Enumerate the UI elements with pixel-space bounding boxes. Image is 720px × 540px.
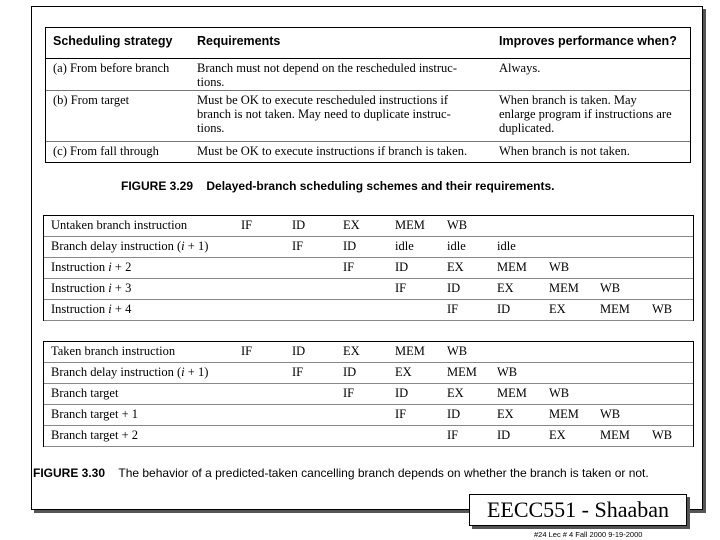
- stage-cell: ID: [497, 302, 511, 316]
- table-row: [46, 59, 690, 91]
- header-requirements: Requirements: [197, 34, 281, 48]
- stage-cell: idle: [497, 239, 516, 253]
- stage-cell: EX: [447, 260, 464, 274]
- stage-cell: WB: [600, 281, 621, 295]
- figure-3-30-caption: [33, 466, 649, 480]
- table-row: [44, 425, 693, 447]
- table-row: [44, 299, 693, 321]
- stage-cell: ID: [292, 218, 306, 232]
- instruction-name: Instruction i + 3: [51, 281, 132, 295]
- improves-line: Always.: [499, 61, 541, 75]
- stage-cell: IF: [343, 386, 355, 400]
- stage-cell: EX: [497, 281, 514, 295]
- requirements-line: Branch must not depend on the rescheduled instruc-: [197, 61, 457, 75]
- header-strategy: Scheduling strategy: [53, 34, 173, 48]
- course-label: EECC551 - Shaaban: [469, 494, 687, 526]
- table-row: [44, 383, 693, 405]
- stage-cell: ID: [447, 281, 461, 295]
- scheduling-strategy-table: [45, 27, 691, 163]
- figure-text: The behavior of a predicted-taken cancelling branch depends on whether the branch is taken or not.: [118, 466, 649, 480]
- instruction-name: Branch target + 2: [51, 428, 138, 442]
- instruction-name: Branch target + 1: [51, 407, 138, 421]
- instruction-name: Instruction i + 2: [51, 260, 132, 274]
- stage-cell: IF: [241, 344, 253, 358]
- instruction-name: Branch target: [51, 386, 119, 400]
- table-row: [46, 142, 690, 161]
- requirements-line: Must be OK to execute instructions if branch is taken.: [197, 144, 468, 158]
- instruction-name: Branch delay instruction (i + 1): [51, 239, 209, 253]
- stage-cell: WB: [549, 260, 570, 274]
- stage-cell: EX: [549, 302, 566, 316]
- stage-cell: ID: [447, 407, 461, 421]
- table-row: [44, 341, 693, 363]
- stage-cell: ID: [395, 386, 409, 400]
- stage-cell: WB: [652, 302, 673, 316]
- stage-cell: EX: [497, 407, 514, 421]
- requirements-line: Must be OK to execute rescheduled instructions if: [197, 93, 448, 107]
- stage-cell: MEM: [497, 386, 527, 400]
- stage-cell: EX: [395, 365, 412, 379]
- stage-cell: WB: [600, 407, 621, 421]
- figure-label: FIGURE 3.30: [33, 466, 106, 480]
- stage-cell: IF: [343, 260, 355, 274]
- table-row: [46, 91, 690, 142]
- untaken-branch-pipeline-table: [43, 215, 694, 321]
- figure-label: FIGURE 3.29: [121, 179, 194, 193]
- stage-cell: EX: [343, 218, 360, 232]
- figure-text: Delayed-branch scheduling schemes and their requirements.: [206, 179, 555, 193]
- stage-cell: ID: [292, 344, 306, 358]
- stage-cell: ID: [343, 365, 357, 379]
- instruction-name: Untaken branch instruction: [51, 218, 188, 232]
- requirements-line: branch is not taken. May need to duplicate instruc-: [197, 107, 451, 121]
- improves-line: When branch is taken. May: [499, 93, 637, 107]
- stage-cell: MEM: [549, 407, 579, 421]
- stage-cell: IF: [241, 218, 253, 232]
- stage-cell: IF: [292, 239, 304, 253]
- stage-cell: MEM: [395, 218, 425, 232]
- instruction-name: Branch delay instruction (i + 1): [51, 365, 209, 379]
- stage-cell: MEM: [447, 365, 477, 379]
- stage-cell: MEM: [549, 281, 579, 295]
- stage-cell: EX: [343, 344, 360, 358]
- taken-branch-pipeline-table: [43, 341, 694, 447]
- stage-cell: IF: [447, 302, 459, 316]
- stage-cell: WB: [652, 428, 673, 442]
- instruction-name: Instruction i + 4: [51, 302, 132, 316]
- stage-cell: IF: [447, 428, 459, 442]
- stage-cell: IF: [395, 281, 407, 295]
- header-improves: Improves performance when?: [499, 34, 677, 48]
- stage-cell: ID: [497, 428, 511, 442]
- strategy-cell: (a) From before branch: [53, 61, 170, 75]
- stage-cell: MEM: [395, 344, 425, 358]
- improves-line: When branch is not taken.: [499, 144, 630, 158]
- table-row: [44, 236, 693, 258]
- table-row: [44, 362, 693, 384]
- stage-cell: idle: [447, 239, 466, 253]
- requirements-line: tions.: [197, 121, 225, 135]
- instruction-name: Taken branch instruction: [51, 344, 176, 358]
- stage-cell: MEM: [497, 260, 527, 274]
- strategy-cell: (c) From fall through: [53, 144, 159, 158]
- table-row: [44, 278, 693, 300]
- stage-cell: ID: [343, 239, 357, 253]
- stage-cell: EX: [549, 428, 566, 442]
- stage-cell: MEM: [600, 302, 630, 316]
- figure-3-29-caption: [121, 179, 554, 193]
- improves-line: enlarge program if instructions are: [499, 107, 672, 121]
- strategy-cell: (b) From target: [53, 93, 130, 107]
- stage-cell: idle: [395, 239, 414, 253]
- stage-cell: IF: [292, 365, 304, 379]
- table-header: [46, 28, 690, 59]
- stage-cell: WB: [447, 218, 468, 232]
- stage-cell: MEM: [600, 428, 630, 442]
- requirements-line: tions.: [197, 75, 225, 89]
- stage-cell: WB: [497, 365, 518, 379]
- stage-cell: EX: [447, 386, 464, 400]
- table-row: [44, 215, 693, 237]
- stage-cell: ID: [395, 260, 409, 274]
- table-row: [44, 404, 693, 426]
- stage-cell: IF: [395, 407, 407, 421]
- stage-cell: WB: [447, 344, 468, 358]
- improves-line: duplicated.: [499, 121, 555, 135]
- footer-text: #24 Lec # 4 Fall 2000 9-19-2000: [534, 530, 643, 539]
- stage-cell: WB: [549, 386, 570, 400]
- table-row: [44, 257, 693, 279]
